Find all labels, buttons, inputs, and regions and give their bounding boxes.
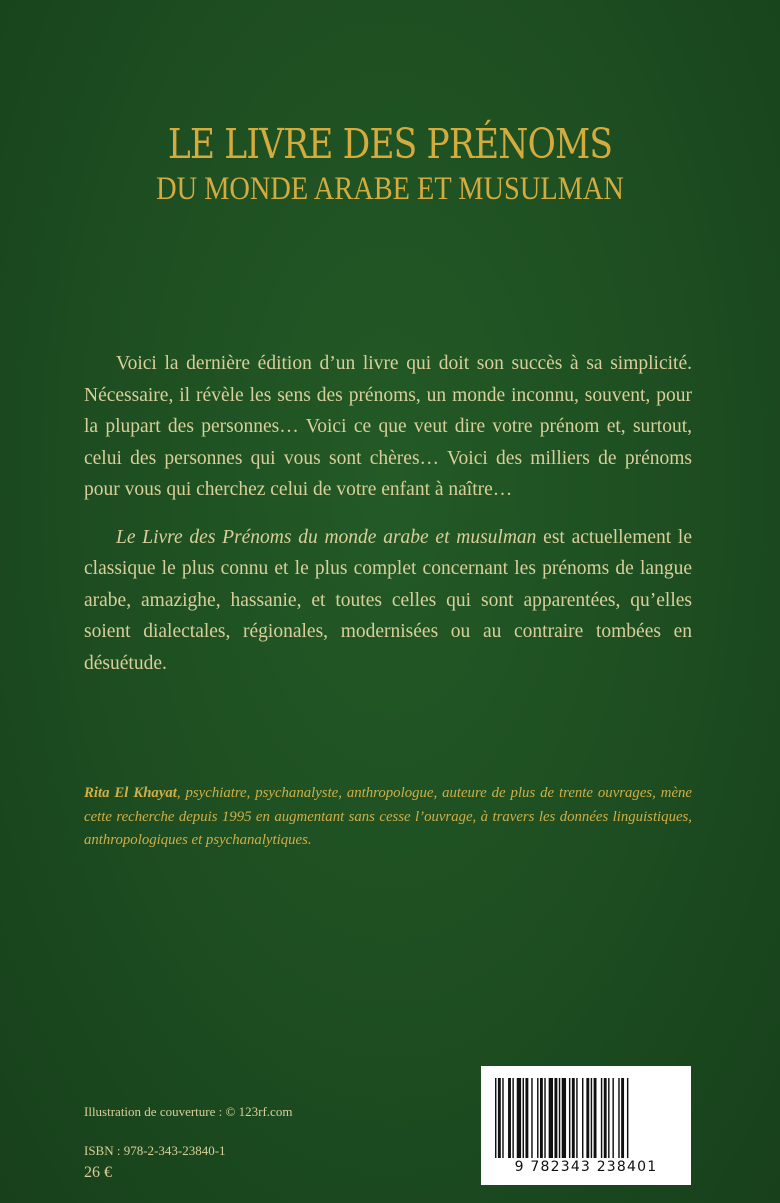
author-description: , psychiatre, psychanalyste, anthropologue, auteure de plus de trente ouvrages, mène cette recherche depuis 1995 en augmentant sans cesse l’ouvrage, à travers les données linguistiques, anthropologiques et psychanalytiques. xyxy=(84,785,692,848)
price: 26 € xyxy=(84,1164,112,1181)
book-subtitle: DU MONDE ARABE ET MUSULMAN xyxy=(156,171,624,207)
barcode-digits: 9 782343 238401 xyxy=(514,1159,658,1175)
barcode xyxy=(481,1066,691,1185)
author-name: Rita El Khayat xyxy=(84,785,177,801)
blurb-paragraph-2-text: est actuellement le classique le plus connu et le plus complet concernant les prénoms de langue arabe, amazighe, hassanie, et toutes celles qui sont apparentées, qu’elles soient dialectales, régionales, modernisées ou au contraire tombées en désuétude. xyxy=(84,526,692,674)
book-title: LE LIVRE DES PRÉNOMS xyxy=(167,120,613,168)
title-block xyxy=(0,118,780,208)
barcode-bars xyxy=(493,1078,679,1160)
author-bio xyxy=(84,782,692,853)
blurb-paragraph-2 xyxy=(84,522,692,680)
blurb-book-title: Le Livre des Prénoms du monde arabe et musulman xyxy=(116,526,537,548)
illustration-credit: Illustration de couverture : © 123rf.com xyxy=(84,1104,293,1119)
blurb-paragraph-1: Voici la dernière édition d’un livre qui doit son succès à sa simplicité. Nécessaire, il révèle les sens des prénoms, un monde inconnu, souvent, pour la plupart des personnes… Voici ce que veut dire votre prénom et, surtout, celui des personnes qui vous sont chères… Voici des milliers de prénoms pour vous qui cherchez celui de votre enfant à naître… xyxy=(84,353,692,500)
blurb xyxy=(84,348,692,679)
isbn: ISBN : 978-2-343-23840-1 xyxy=(84,1143,226,1158)
